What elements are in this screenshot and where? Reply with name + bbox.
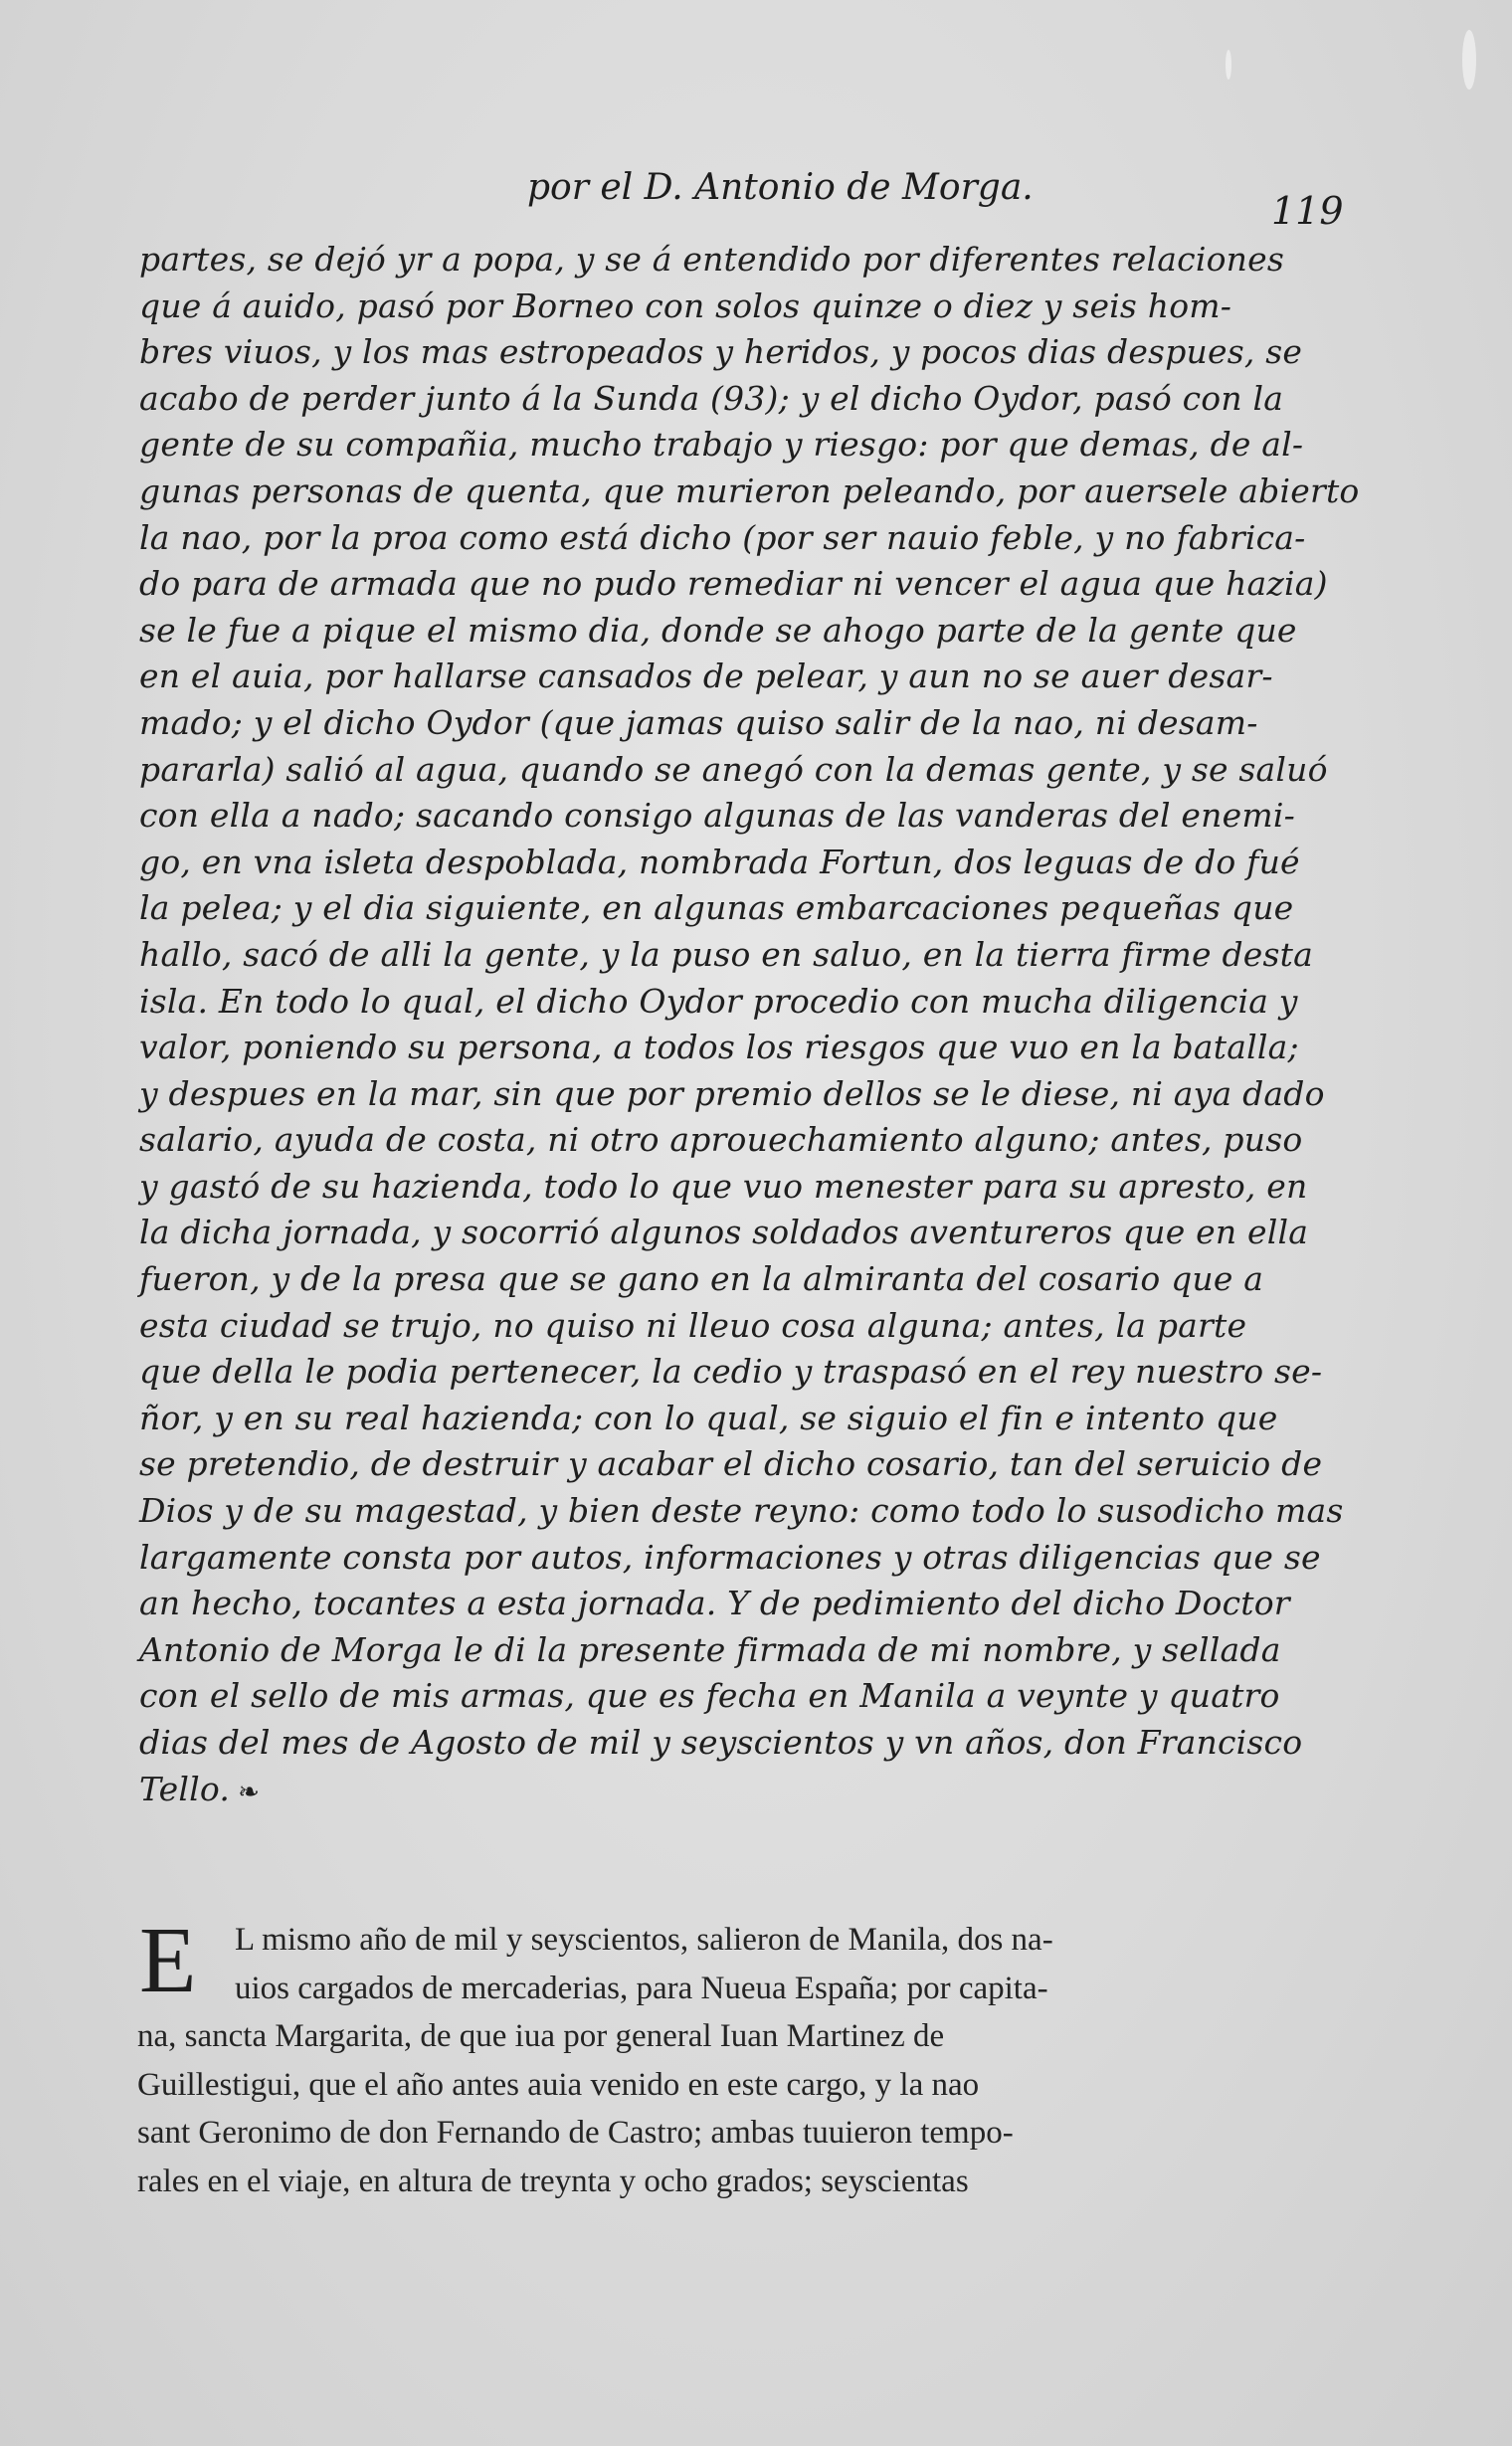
text-line: do para de armada que no pudo remediar ni vencer el agua que hazia) <box>139 564 1328 604</box>
text-line: que della le podia pertenecer, la cedio y traspasó en el rey nuestro se- <box>139 1352 1323 1392</box>
italic-text-block <box>139 237 1360 1812</box>
text-line: an hecho, tocantes a esta jornada. Y de pedimiento del dicho Doctor <box>139 1584 1290 1623</box>
scan-speck <box>1462 30 1476 90</box>
text-line: la pelea; y el dia siguiente, en algunas embarcaciones pequeñas que <box>139 888 1294 928</box>
text-line: se pretendio, de destruir y acabar el dicho cosario, tan del seruicio de <box>139 1444 1323 1484</box>
text-line: partes, se dejó yr a popa, y se á entendido por diferentes relaciones <box>139 240 1284 279</box>
text-line: la dicha jornada, y socorrió algunos soldados aventureros que en ella <box>139 1213 1309 1252</box>
text-line-final <box>139 1767 1343 1813</box>
text-line: que á auido, pasó por Borneo con solos quinze o diez y seis hom- <box>139 285 1232 325</box>
text-line: salario, ayuda de costa, ni otro aprouechamiento alguno; antes, puso <box>139 1120 1303 1160</box>
text-line: Dios y de su magestad, y bien deste reyno: como todo lo susodicho mas <box>139 1491 1344 1531</box>
text-line: go, en vna isleta despoblada, nombrada Fortun, dos leguas de do fué <box>139 842 1300 881</box>
running-head: por el D. Antonio de Morga. <box>527 167 1034 208</box>
text-line: uios cargados de mercaderias, para Nueua España; por capita- <box>235 1970 1048 2006</box>
text-line: se le fue a pique el mismo dia, donde se ahogo parte de la gente que <box>139 610 1297 650</box>
text-line: sant Geronimo de don Fernando de Castro; ambas tuuieron tempo- <box>137 2115 1014 2151</box>
text-line: rales en el viaje, en altura de treynta y ocho grados; seyscientas <box>137 2163 969 2199</box>
text-line: la nao, por la proa como está dicho (por ser nauio feble, y no fabrica- <box>139 517 1306 557</box>
roman-text-block <box>137 1909 1343 2205</box>
text-line-end: Tello. <box>139 1769 231 1808</box>
text-line: na, sancta Margarita, de que iua por general Iuan Martinez de <box>137 2018 945 2054</box>
text-line: largamente consta por autos, informaciones y otras diligencias que se <box>139 1537 1321 1577</box>
text-line: gente de su compañia, mucho trabajo y riesgo: por que demas, de al- <box>139 425 1304 465</box>
page-number: 119 <box>1271 189 1344 233</box>
text-line: isla. En todo lo qual, el dicho Oydor procedio con mucha diligencia y <box>139 981 1298 1021</box>
scan-speck <box>1226 50 1231 80</box>
text-line: Antonio de Morga le di la presente firmada de mi nombre, y sellada <box>139 1629 1281 1669</box>
text-line: L mismo año de mil y seyscientos, salieron de Manila, dos na- <box>235 1922 1053 1958</box>
text-line: acabo de perder junto á la Sunda (93); y el dicho Oydor, pasó con la <box>139 378 1284 418</box>
text-line: con ella a nado; sacando consigo algunas de las vanderas del enemi- <box>139 796 1295 836</box>
text-line: mado; y el dicho Oydor (que jamas quiso salir de la nao, ni desam- <box>139 702 1258 742</box>
text-line: en el auia, por hallarse cansados de pelear, y aun no se auer desar- <box>139 657 1273 696</box>
text-line: gunas personas de quenta, que murieron peleando, por auersele abierto <box>139 470 1360 510</box>
fleuron-ornament-icon: ❧ <box>238 1777 261 1807</box>
text-line: dias del mes de Agosto de mil y seyscientos y vn años, don Francisco <box>139 1723 1303 1762</box>
text-line: fueron, y de la presa que se gano en la almiranta del cosario que a <box>139 1259 1264 1299</box>
text-line: con el sello de mis armas, que es fecha en Manila a veynte y quatro <box>139 1676 1280 1716</box>
text-line: Guillestigui, que el año antes auia venido en este cargo, y la nao <box>137 2066 980 2103</box>
text-line: pararla) salió al agua, quando se anegó con la demas gente, y se saluó <box>139 749 1328 789</box>
text-line: esta ciudad se trujo, no quiso ni lleuo cosa alguna; antes, la parte <box>139 1305 1247 1345</box>
text-line: bres viuos, y los mas estropeados y heridos, y pocos dias despues, se <box>139 332 1303 372</box>
text-line: y gastó de su hazienda, todo lo que vuo menester para su apresto, en <box>139 1166 1308 1206</box>
text-line: ñor, y en su real hazienda; con lo qual, se siguio el fin e intento que <box>139 1398 1278 1437</box>
text-line: y despues en la mar, sin que por premio dellos se le diese, ni aya dado <box>139 1073 1325 1113</box>
text-line: hallo, sacó de alli la gente, y la puso en saluo, en la tierra firme desta <box>139 934 1313 974</box>
drop-cap: E <box>139 1909 197 2012</box>
text-line: valor, poniendo su persona, a todos los riesgos que vuo en la batalla; <box>139 1028 1299 1067</box>
